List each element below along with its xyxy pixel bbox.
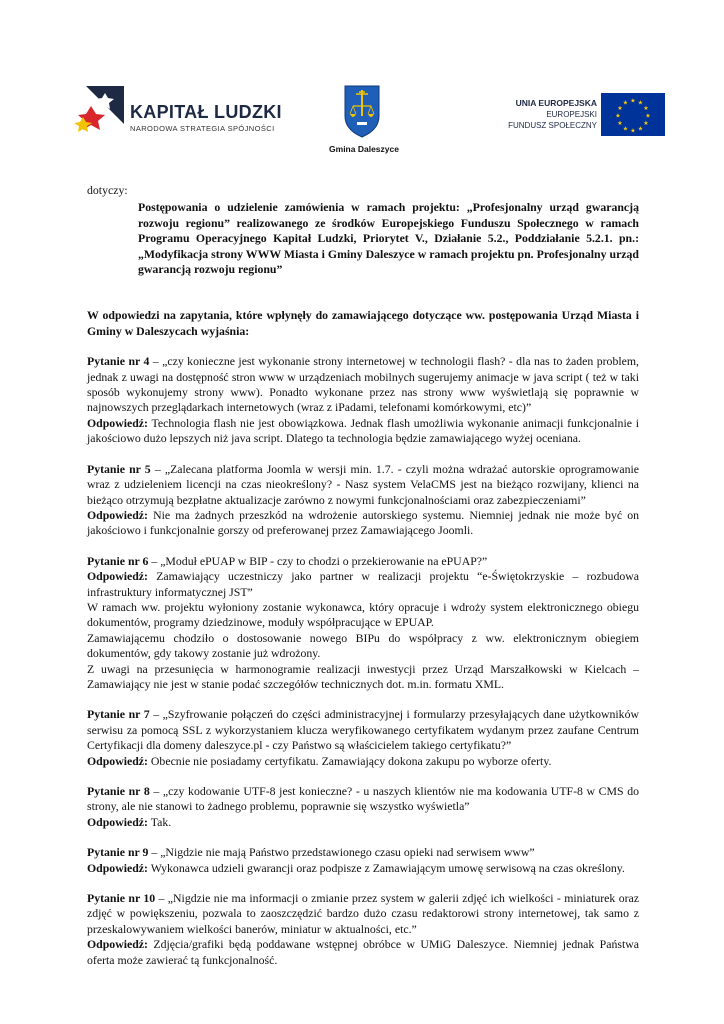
- answer-8: [87, 815, 639, 830]
- answer-9: [87, 861, 639, 876]
- svg-text:★: ★: [630, 127, 636, 135]
- answer-label: Odpowiedź:: [87, 937, 148, 952]
- answer-text: Nie ma żadnych przeszkód na wdrożenie autorskiego systemu. Niemniej jednak nie może być on jakościowo i funkcjonalnie gorszy od preferowanej przez Zamawiającego Joomli.: [87, 507, 639, 538]
- answer-text: Zdjęcia/grafiki będą poddawane wstępnej obróbce w UMiG Daleszyce. Niemniej jednak Państwa oferta może zawierać tą funkcjonalność.: [87, 937, 639, 967]
- svg-text:★: ★: [637, 99, 644, 107]
- eu-line-3: FUNDUSZ SPOŁECZNY: [508, 121, 597, 130]
- answer-label: Odpowiedź:: [87, 753, 148, 768]
- answer-label: Odpowiedź:: [87, 507, 148, 522]
- svg-text:★: ★: [630, 97, 636, 105]
- answer-6-paragraph-2: W ramach ww. projektu wyłoniony zostanie wykonawca, który opracuje i wdroży system elektronicznego obiegu dokumentów, programy dziedzinowe, moduły współpracujące w EPUAP.: [87, 599, 639, 630]
- question-text: – „Nigdzie nie mają Państwo przedstawionego czasu opieki nad serwisem www”: [148, 845, 535, 860]
- eu-flag-icon: [601, 93, 665, 136]
- letterhead: [0, 0, 724, 170]
- svg-text:★: ★: [622, 99, 629, 107]
- answer-6-paragraph-4: Z uwagi na przesunięcia w harmonogramie realizacji inwestycji przez Urząd Marszałkowski w Kielcach – Zamawiający nie jest w stanie podać szczegółów technicznych dot. m.in. formatu XML.: [87, 661, 639, 691]
- question-9-block: [87, 845, 639, 876]
- question-10: [87, 891, 639, 937]
- question-text: – „Zalecana platforma Joomla w wersji min. 1.7. - czyli można wdrażać autorskie oprogramowanie wraz z udzieleniem licencji na czas nieokreślony? - Nasz system VelaCMS jest na bieżąco rozwijany, klienci na bieżąco otrzymują bezpłatne aktualizacje zarówno z nowymi funkcjonalnościami oraz zabezpieczeniami”: [87, 461, 639, 507]
- svg-text:★: ★: [637, 125, 644, 133]
- svg-text:★: ★: [643, 120, 649, 127]
- question-6: [87, 554, 639, 569]
- answer-text: Wykonawca udzieli gwarancji oraz podpisze z Zamawiającym umowę serwisową na czas określony.: [147, 860, 625, 875]
- kapital-ludzki-title: KAPITAŁ LUDZKI: [130, 102, 282, 122]
- question-text: – „Moduł ePUAP w BIP - czy to chodzi o przekierowanie na ePUAP?”: [148, 553, 488, 568]
- question-7-block: [87, 707, 639, 769]
- svg-text:★: ★: [617, 105, 623, 112]
- question-10-block: [87, 891, 639, 968]
- kapital-ludzki-logo: [72, 84, 282, 144]
- question-6-block: [87, 554, 639, 693]
- question-8: [87, 784, 639, 815]
- eu-line-1: UNIA EUROPEJSKA: [515, 98, 597, 108]
- question-text: – „czy kodowanie UTF-8 jest konieczne? - u naszych klientów nie ma kodowania UTF-8 w CMS do strony, ale nie stanowi to żadnego problemu, poprawnie się wszystko wyświetla”: [87, 784, 639, 814]
- svg-text:★: ★: [643, 105, 649, 112]
- svg-text:★: ★: [645, 112, 651, 120]
- question-text: – „Nigdzie nie ma informacji o zmianie przez system w galerii zdjęć ich wielkości - miniaturek oraz zdjęć w powiększeniu, pozwala to zaoszczędzić bardzo dużo czasu redaktorowi strony internetowej, tak samo z przeskalowywaniem wielkości banerów, miniatur w aktualności, etc.”: [87, 891, 639, 936]
- dotyczy-label: dotyczy:: [87, 183, 128, 197]
- answer-6: [87, 569, 639, 600]
- question-label: Pytanie nr 9: [87, 845, 149, 860]
- answer-7: [87, 754, 639, 769]
- kapital-ludzki-stars-icon: [72, 84, 126, 142]
- question-5-block: [87, 462, 639, 539]
- svg-text:★: ★: [622, 125, 629, 133]
- answer-label: Odpowiedź:: [87, 569, 148, 584]
- eu-line-2: EUROPEJSKI: [546, 110, 597, 119]
- daleszyce-crest-icon: [343, 84, 381, 138]
- answer-label: Odpowiedź:: [87, 814, 148, 829]
- kapital-ludzki-subtitle: NARODOWA STRATEGIA SPÓJNOŚCI: [130, 124, 275, 133]
- question-text: – „Szyfrowanie połączeń do części administracyjnej i formularzy przesyłających dane użytkowników serwisu za pomocą SSL z wykorzystaniem klucza weryfikowanego certyfikatem wydanym przez zaufane Centrum Certyfikacji dla domeny daleszyce.pl - czy Państwo są właścicielem takiego certyfikatu?”: [87, 707, 639, 753]
- answer-text: Obecnie nie posiadamy certyfikatu. Zamawiający dokona zakupu po wyborze oferty.: [147, 753, 552, 768]
- question-label: Pytanie nr 10: [87, 891, 156, 906]
- document-body: [87, 183, 639, 983]
- answer-label: Odpowiedź:: [87, 415, 148, 430]
- question-label: Pytanie nr 8: [87, 784, 150, 798]
- question-text: – „czy konieczne jest wykonanie strony internetowej w technologii flash? - dla nas to żaden problem, jednak z uwagi na dostępność stron www w urządzeniach mobilnych sugerujemy animacje w java script ( też w taki sposób wykonujemy strony www). Ponadto wykonane przez nas strony www wyświetlają się poprawnie w najnowszych przeglądarkach internetowych (wraz z iPadami, telefonami komórkowymi, etc)”: [87, 354, 639, 415]
- question-label: Pytanie nr 7: [87, 707, 150, 722]
- subject-paragraph: Postępowania o udzielenie zamówienia w ramach projektu: „Profesjonalny urząd gwarancją rozwoju regionu” realizowanego ze środków Europejskiego Funduszu Społecznego w ramach Programu Operacyjnego Kapitał Ludzki, Priorytet V., Działanie 5.2., Poddziałanie 5.2.1. pn.: „Modyfikacja strony WWW Miasta i Gminy Daleszyce w ramach projektu pn. Profesjonalny urząd gwarancją rozwoju regionu”: [138, 200, 639, 277]
- question-5: [87, 462, 639, 508]
- answer-6-paragraph-3: Zamawiającemu chodziło o dostosowanie nowego BIPu do współpracy z ww. elektronicznym obiegiem dokumentów, gdy takowy zostanie już wdrożony.: [87, 630, 639, 661]
- question-label: Pytanie nr 6: [87, 553, 149, 568]
- answer-text: Tak.: [147, 814, 172, 829]
- answer-text: Zamawiający uczestniczy jako partner w realizacji projektu “e-Świętokrzyskie – rozbudowa infrastruktury informatycznej JST”: [87, 569, 639, 599]
- question-8-block: [87, 784, 639, 830]
- answer-5: [87, 508, 639, 539]
- intro-paragraph: W odpowiedzi na zapytania, które wpłynęły do zamawiającego dotyczące ww. postępowania Urząd Miasta i Gminy w Daleszycach wyjaśnia:: [87, 308, 639, 338]
- eu-fund-label: [505, 98, 597, 131]
- svg-text:★: ★: [615, 112, 621, 120]
- answer-label: Odpowiedź:: [87, 860, 148, 875]
- answer-4: [87, 416, 639, 447]
- answer-text: Technologia flash nie jest obowiązkowa. Jednak flash umożliwia wykonanie animacji funkcjonalnie i jakościowo dużo lepszych niż java script. Dlatego ta technologia będzie zamawiającego wyżej oceniana.: [87, 415, 639, 446]
- answer-10: [87, 937, 639, 968]
- svg-text:★: ★: [617, 120, 623, 127]
- question-7: [87, 707, 639, 753]
- gmina-caption: Gmina Daleszyce: [329, 144, 399, 154]
- question-4-block: [87, 354, 639, 446]
- question-9: [87, 845, 639, 860]
- question-label: Pytanie nr 4: [87, 354, 150, 369]
- question-label: Pytanie nr 5: [87, 461, 151, 476]
- question-4: [87, 354, 639, 416]
